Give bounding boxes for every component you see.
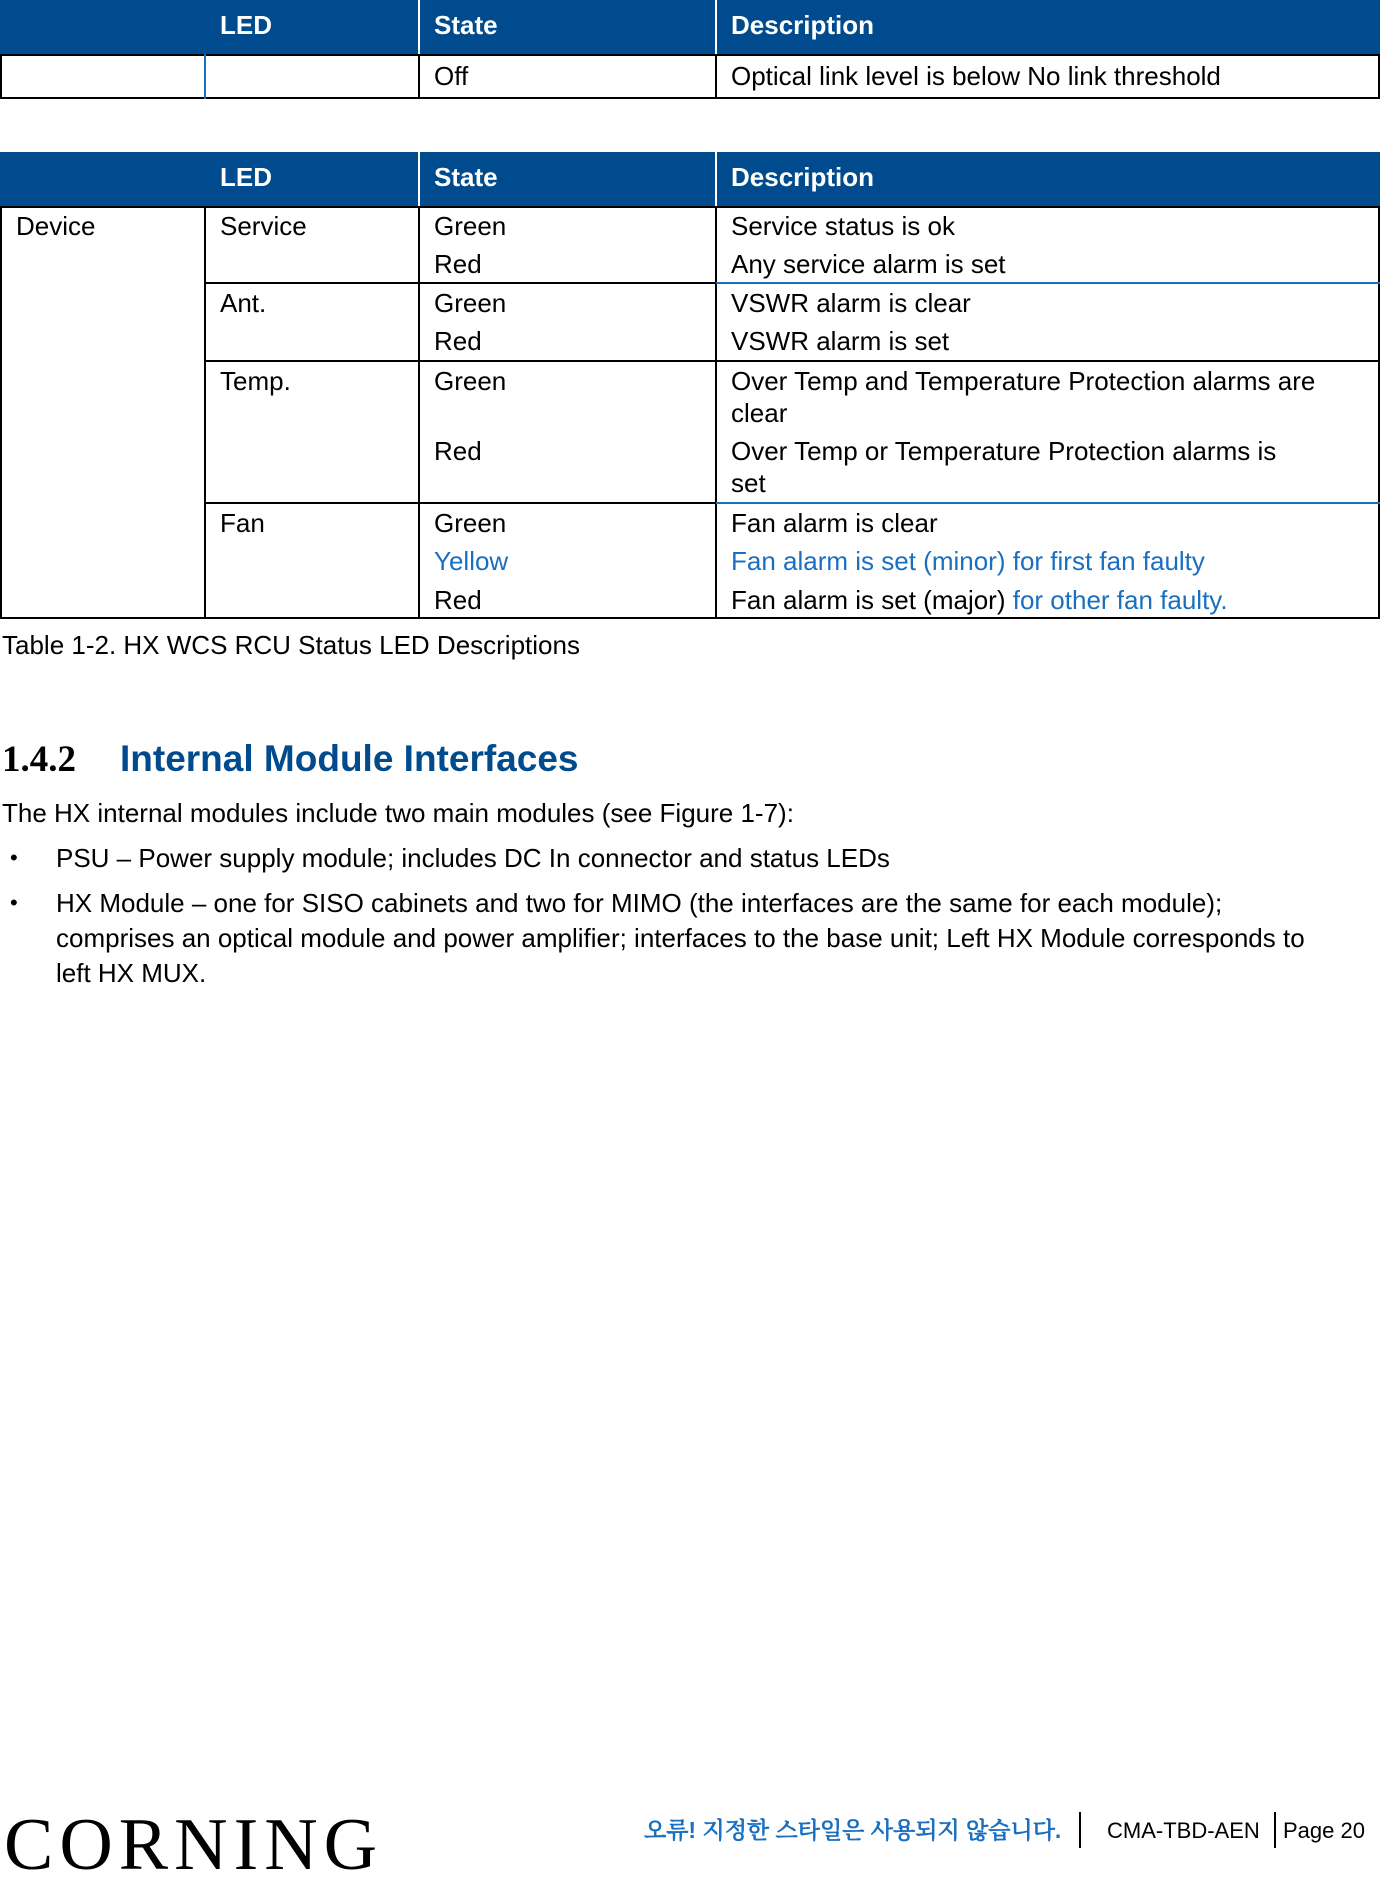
table-1-header bbox=[0, 0, 1380, 54]
description: Fan alarm is set (minor) for first fan faulty bbox=[731, 546, 1205, 576]
corning-logo: CORNING bbox=[4, 1804, 384, 1886]
bullet-item: HX Module – one for SISO cabinets and two for MIMO (the interfaces are the same for each module); bbox=[56, 888, 1223, 918]
description: Any service alarm is set bbox=[731, 249, 1006, 279]
table-1-header-state: State bbox=[434, 10, 498, 40]
table-2-header-state: State bbox=[434, 162, 498, 192]
description: VSWR alarm is set bbox=[731, 326, 950, 356]
led-temp: Temp. bbox=[220, 366, 291, 396]
description: clear bbox=[731, 398, 788, 428]
state-green: Green bbox=[434, 366, 507, 396]
section-title: Internal Module Interfaces bbox=[120, 738, 579, 779]
state-red: Red bbox=[434, 326, 482, 356]
description: Fan alarm is set (major) for other fan faulty. bbox=[731, 585, 1228, 615]
state-yellow: Yellow bbox=[434, 546, 509, 576]
table-2-header bbox=[0, 152, 1380, 206]
description: Over Temp or Temperature Protection alarms is bbox=[731, 436, 1277, 466]
description: VSWR alarm is clear bbox=[731, 288, 971, 318]
table-1-header-description: Description bbox=[731, 10, 875, 40]
description: Over Temp and Temperature Protection alarms are bbox=[731, 366, 1316, 396]
footer-page-number: Page 20 bbox=[1283, 1818, 1365, 1843]
state-green: Green bbox=[434, 211, 507, 241]
led-service: Service bbox=[220, 211, 307, 241]
state-red: Red bbox=[434, 436, 482, 466]
table-2-header-led: LED bbox=[220, 162, 272, 192]
section-intro: The HX internal modules include two main modules (see Figure 1-7): bbox=[2, 798, 794, 828]
bullet-item-continued: left HX MUX. bbox=[56, 958, 207, 988]
section-heading bbox=[2, 738, 579, 781]
bullet-icon: • bbox=[10, 845, 18, 870]
section-number: 1.4.2 bbox=[2, 739, 76, 780]
table-caption: Table 1-2. HX WCS RCU Status LED Descriptions bbox=[2, 630, 580, 660]
led-fan: Fan bbox=[220, 508, 265, 538]
table-1-header-led: LED bbox=[220, 10, 272, 40]
table-2-group-device: Device bbox=[16, 211, 96, 241]
table-1-state: Off bbox=[434, 61, 469, 91]
state-red: Red bbox=[434, 249, 482, 279]
state-green: Green bbox=[434, 508, 507, 538]
footer-doc-id: CMA-TBD-AEN bbox=[1107, 1818, 1260, 1843]
bullet-item: PSU – Power supply module; includes DC In connector and status LEDs bbox=[56, 843, 890, 873]
state-red: Red bbox=[434, 585, 482, 615]
bullet-icon: • bbox=[10, 890, 18, 915]
description: Fan alarm is clear bbox=[731, 508, 938, 538]
bullet-item-continued: comprises an optical module and power amplifier; interfaces to the base unit; Left HX Module corresponds to bbox=[56, 923, 1305, 953]
table-2-header-description: Description bbox=[731, 162, 875, 192]
led-ant: Ant. bbox=[220, 288, 267, 318]
description: set bbox=[731, 468, 766, 498]
state-green: Green bbox=[434, 288, 507, 318]
description: Service status is ok bbox=[731, 211, 955, 241]
table-1-description: Optical link level is below No link threshold bbox=[731, 61, 1221, 91]
footer-style-error: 오류! 지정한 스타일은 사용되지 않습니다. bbox=[644, 1817, 1062, 1843]
